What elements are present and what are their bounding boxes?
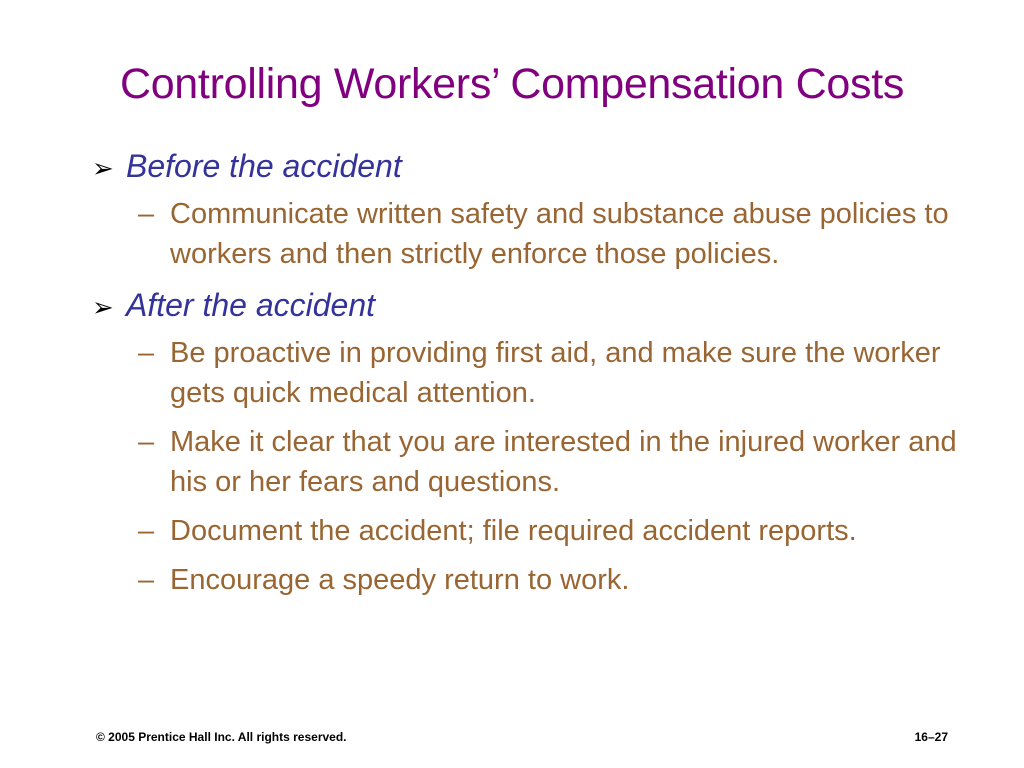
list-item <box>138 333 972 413</box>
dash-bullet: – <box>138 337 155 369</box>
list-item-text: Be proactive in providing first aid, and make sure the worker gets quick medical attention. <box>170 337 941 409</box>
dash-bullet: – <box>138 198 155 230</box>
list-item-text: Communicate written safety and substance abuse policies to workers and then strictly enforce those policies. <box>170 198 949 270</box>
list-item <box>138 422 972 502</box>
section-heading-before <box>92 144 972 190</box>
slide-content <box>92 144 972 609</box>
list-item <box>138 560 972 600</box>
section-heading-after <box>92 283 972 329</box>
list-item <box>138 511 972 551</box>
list-item-text: Document the accident; file required accident reports. <box>170 515 857 547</box>
copyright-footer: © 2005 Prentice Hall Inc. All rights reserved. <box>96 730 347 744</box>
arrow-bullet-icon: ➢ <box>92 153 114 183</box>
section-heading-label: Before the accident <box>126 148 402 184</box>
list-item-text: Encourage a speedy return to work. <box>170 564 630 596</box>
list-item <box>138 194 972 274</box>
section-heading-label: After the accident <box>126 287 376 323</box>
dash-bullet: – <box>138 426 155 458</box>
list-item-text: Make it clear that you are interested in the injured worker and his or her fears and questions. <box>170 426 957 498</box>
dash-bullet: – <box>138 564 155 596</box>
arrow-bullet-icon: ➢ <box>92 292 114 322</box>
dash-bullet: – <box>138 515 155 547</box>
page-number: 16–27 <box>914 730 948 744</box>
slide-title: Controlling Workers’ Compensation Costs <box>119 60 905 108</box>
